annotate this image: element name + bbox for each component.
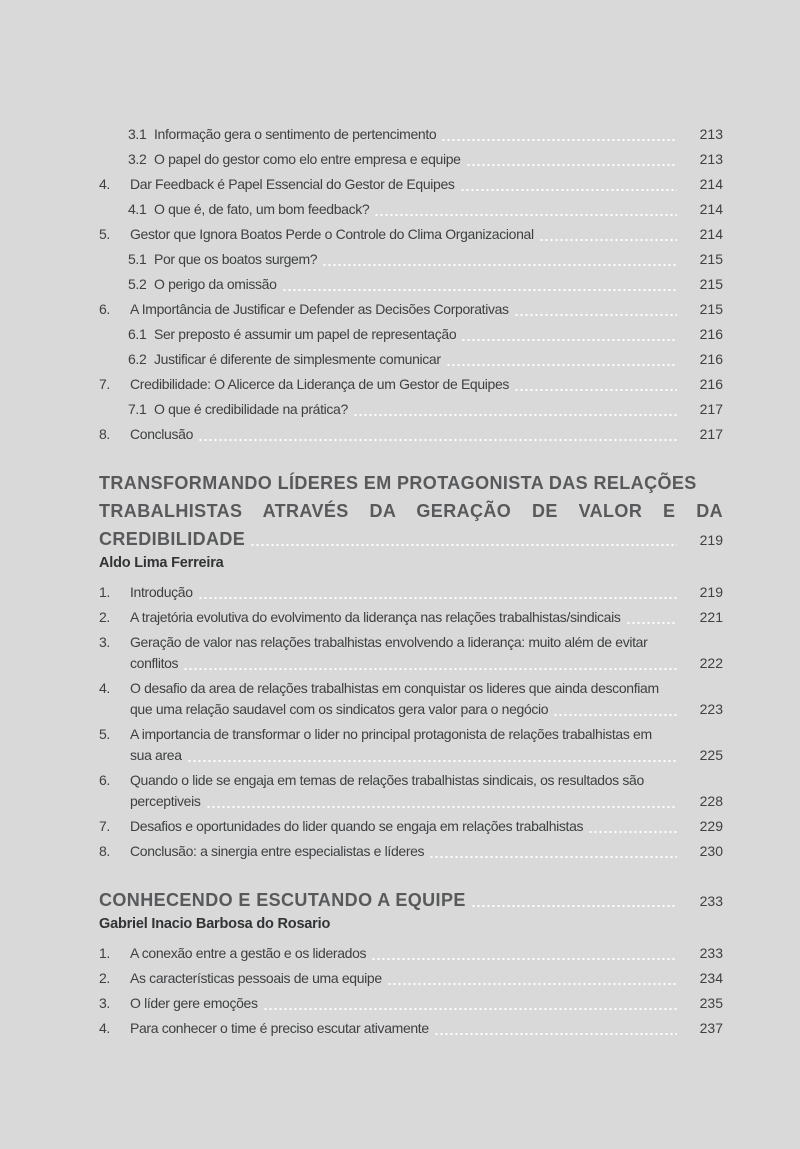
- toc-entry: [99, 399, 723, 420]
- item-title-leader-line: [130, 745, 723, 766]
- item-number: 4.: [99, 680, 110, 696]
- item-number: 3.: [99, 634, 110, 650]
- toc-entry: [99, 299, 723, 320]
- item-body: [154, 274, 723, 295]
- dot-leader: [206, 806, 677, 808]
- item-body: [130, 374, 723, 395]
- page-number: 215: [699, 301, 723, 317]
- dot-leader: [626, 622, 677, 624]
- item-body: [130, 968, 723, 989]
- dot-leader: [461, 339, 677, 341]
- page-number: 213: [699, 126, 723, 142]
- chapter-title-line: TRABALHISTAS ATRAVÉS DA GERAÇÃO DE VALOR E DA: [99, 501, 723, 521]
- item-title-leader-line: [130, 174, 723, 195]
- item-title-leader-line: [154, 349, 723, 370]
- item-body: [130, 816, 723, 837]
- item-title-leader-line: [130, 582, 723, 603]
- item-title: Justificar é diferente de simplesmente comunicar: [154, 351, 441, 367]
- item-number: 1.: [99, 945, 110, 961]
- chapter-title-last-line: [99, 525, 723, 553]
- item-number: 5.1: [128, 251, 147, 267]
- item-title: As características pessoais de uma equipe: [130, 970, 382, 986]
- page-number: 225: [699, 747, 723, 763]
- toc-entry: [99, 249, 723, 270]
- page-number: 223: [699, 701, 723, 717]
- item-title-leader-line: [130, 816, 723, 837]
- chapter-author: Aldo Lima Ferreira: [99, 555, 224, 571]
- page-number: 215: [699, 251, 723, 267]
- toc-entry: [99, 943, 723, 964]
- item-title: Ser preposto é assumir um papel de representação: [154, 326, 457, 342]
- item-number: 3.1: [128, 126, 147, 142]
- dot-leader: [322, 264, 677, 266]
- item-title: Credibilidade: O Alicerce da Liderança de um Gestor de Equipes: [130, 376, 510, 392]
- toc-entry: [99, 124, 723, 145]
- page-number: 215: [699, 276, 723, 292]
- item-body: [154, 249, 723, 270]
- page-number: 222: [699, 655, 723, 671]
- item-title-line2: sua area: [130, 747, 182, 763]
- page-number: 216: [699, 326, 723, 342]
- item-title-line1: O desafio da area de relações trabalhistas em conquistar os lideres que ainda desconfiam: [130, 680, 659, 696]
- item-number: 1.: [99, 584, 110, 600]
- toc-entry: [99, 816, 723, 837]
- item-number: 6.: [99, 301, 110, 317]
- page-number: 214: [699, 226, 723, 242]
- item-body: [130, 770, 723, 812]
- dot-leader: [282, 289, 677, 291]
- toc-entry: [99, 582, 723, 603]
- item-title: A conexão entre a gestão e os liderados: [130, 945, 367, 961]
- item-number: 5.: [99, 726, 110, 742]
- item-title: Desafios e oportunidades do lider quando se engaja em relações trabalhistas: [130, 818, 584, 834]
- item-title: Para conhecer o time é preciso escutar ativamente: [130, 1020, 429, 1036]
- item-title: O que é, de fato, um bom feedback?: [154, 201, 370, 217]
- dot-leader: [434, 1033, 677, 1035]
- dot-leader: [588, 831, 677, 833]
- toc-entry: [99, 149, 723, 170]
- item-body: [130, 632, 723, 674]
- dot-leader: [514, 389, 677, 391]
- dot-leader: [441, 139, 677, 141]
- item-title: Introdução: [130, 584, 193, 600]
- dot-leader: [187, 760, 677, 762]
- item-body: [154, 349, 723, 370]
- item-number: 5.: [99, 226, 110, 242]
- item-title-leader-line: [154, 149, 723, 170]
- item-body: [130, 424, 723, 445]
- dot-leader: [198, 597, 677, 599]
- item-body: [154, 324, 723, 345]
- item-title-leader-line: [154, 324, 723, 345]
- toc-entry: [99, 632, 723, 674]
- item-title: Por que os boatos surgem?: [154, 251, 318, 267]
- page-number: 217: [699, 426, 723, 442]
- toc-entry: [99, 374, 723, 395]
- item-title-leader-line: [130, 424, 723, 445]
- item-body: [154, 199, 723, 220]
- dot-leader: [514, 314, 677, 316]
- item-number: 7.: [99, 376, 110, 392]
- item-title-line1: A importancia de transformar o lider no principal protagonista de relações trabalhistas em: [130, 726, 652, 742]
- chapter-page-number: 233: [699, 893, 723, 909]
- item-title-line1: Geração de valor nas relações trabalhistas envolvendo a liderança: muito além de evitar: [130, 634, 648, 650]
- page-number: 229: [699, 818, 723, 834]
- item-title-leader-line: [154, 274, 723, 295]
- item-title-leader-line: [130, 653, 723, 674]
- item-title: O papel do gestor como elo entre empresa e equipe: [154, 151, 461, 167]
- toc-entry: [99, 424, 723, 445]
- page-number: 237: [699, 1020, 723, 1036]
- dot-leader: [263, 1008, 677, 1010]
- chapter-title-text: CONHECENDO E ESCUTANDO A EQUIPE: [99, 890, 466, 910]
- item-body: [130, 678, 723, 720]
- toc-entry: [99, 324, 723, 345]
- toc-entry: [99, 349, 723, 370]
- item-number: 6.: [99, 772, 110, 788]
- toc-entry: [99, 770, 723, 812]
- chapter-heading-block: [99, 469, 723, 572]
- item-title-leader-line: [130, 607, 723, 628]
- page-number: 233: [699, 945, 723, 961]
- item-body: [130, 174, 723, 195]
- page-number: 214: [699, 201, 723, 217]
- item-body: [130, 724, 723, 766]
- toc-entry: [99, 607, 723, 628]
- page-number: 216: [699, 376, 723, 392]
- item-body: [130, 943, 723, 964]
- page-number: 221: [699, 609, 723, 625]
- page-number: 216: [699, 351, 723, 367]
- item-number: 2.: [99, 970, 110, 986]
- item-title-leader-line: [154, 399, 723, 420]
- dot-leader: [374, 214, 677, 216]
- chapter-title-text: CREDIBILIDADE: [99, 529, 246, 549]
- item-number: 5.2: [128, 276, 147, 292]
- item-title-leader-line: [154, 249, 723, 270]
- page-number: 228: [699, 793, 723, 809]
- dot-leader: [471, 905, 677, 907]
- page-number: 235: [699, 995, 723, 1011]
- page-number: 214: [699, 176, 723, 192]
- toc-entry: [99, 199, 723, 220]
- item-number: 3.: [99, 995, 110, 1011]
- chapter-page-number: 219: [699, 532, 723, 548]
- item-body: [154, 399, 723, 420]
- dot-leader: [539, 239, 677, 241]
- dot-leader: [250, 544, 677, 546]
- item-title: Conclusão: a sinergia entre especialistas e líderes: [130, 843, 425, 859]
- item-title-line2: conflitos: [130, 655, 179, 671]
- page-number: 219: [699, 584, 723, 600]
- item-number: 8.: [99, 843, 110, 859]
- chapter-heading-block: [99, 886, 723, 933]
- item-title: O perigo da omissão: [154, 276, 277, 292]
- item-title-leader-line: [154, 124, 723, 145]
- chapter-author: Gabriel Inacio Barbosa do Rosario: [99, 916, 331, 932]
- page-number: 230: [699, 843, 723, 859]
- toc-entry: [99, 224, 723, 245]
- dot-leader: [387, 983, 677, 985]
- toc-entry: [99, 993, 723, 1014]
- chapter-title-last-line: [99, 886, 723, 914]
- item-title-leader-line: [130, 299, 723, 320]
- dot-leader: [353, 414, 677, 416]
- page-number: 234: [699, 970, 723, 986]
- item-body: [130, 607, 723, 628]
- item-body: [130, 224, 723, 245]
- item-number: 3.2: [128, 151, 147, 167]
- page-number: 217: [699, 401, 723, 417]
- item-body: [130, 841, 723, 862]
- item-title: Informação gera o sentimento de pertencimento: [154, 126, 437, 142]
- item-body: [130, 582, 723, 603]
- toc-entry: [99, 841, 723, 862]
- item-title: O que é credibilidade na prática?: [154, 401, 348, 417]
- dot-leader: [371, 958, 677, 960]
- toc-entry: [99, 1018, 723, 1039]
- item-number: 7.1: [128, 401, 147, 417]
- item-number: 6.1: [128, 326, 147, 342]
- item-body: [130, 993, 723, 1014]
- item-number: 6.2: [128, 351, 147, 367]
- item-number: 4.: [99, 176, 110, 192]
- item-number: 8.: [99, 426, 110, 442]
- item-number: 4.: [99, 1020, 110, 1036]
- item-title-leader-line: [130, 841, 723, 862]
- chapter-title-line: TRANSFORMANDO LÍDERES EM PROTAGONISTA DAS RELAÇÕES: [99, 473, 697, 493]
- item-body: [154, 124, 723, 145]
- dot-leader: [429, 856, 677, 858]
- item-body: [130, 299, 723, 320]
- item-title-leader-line: [130, 374, 723, 395]
- toc-entry: [99, 724, 723, 766]
- item-title-line1: Quando o lide se engaja em temas de relações trabalhistas sindicais, os resultados são: [130, 772, 644, 788]
- item-title: A trajetória evolutiva do evolvimento da liderança nas relações trabalhistas/sindicais: [130, 609, 621, 625]
- item-title-line2: que uma relação saudavel com os sindicatos gera valor para o negócio: [130, 701, 549, 717]
- dot-leader: [198, 439, 677, 441]
- item-title-leader-line: [130, 224, 723, 245]
- dot-leader: [460, 189, 677, 191]
- item-body: [154, 149, 723, 170]
- item-title-leader-line: [130, 968, 723, 989]
- item-title-line2: perceptiveis: [130, 793, 201, 809]
- toc-entry: [99, 274, 723, 295]
- page-number: 213: [699, 151, 723, 167]
- item-title-leader-line: [130, 1018, 723, 1039]
- dot-leader: [446, 364, 677, 366]
- item-title: A Importância de Justificar e Defender as Decisões Corporativas: [130, 301, 509, 317]
- toc-entry: [99, 174, 723, 195]
- item-title-leader-line: [130, 699, 723, 720]
- item-number: 4.1: [128, 201, 147, 217]
- item-title: Dar Feedback é Papel Essencial do Gestor de Equipes: [130, 176, 455, 192]
- item-title: Gestor que Ignora Boatos Perde o Controle do Clima Organizacional: [130, 226, 534, 242]
- toc-entry: [99, 678, 723, 720]
- item-title: O líder gere emoções: [130, 995, 258, 1011]
- item-title: Conclusão: [130, 426, 194, 442]
- item-title-leader-line: [130, 993, 723, 1014]
- dot-leader: [553, 714, 677, 716]
- item-title-leader-line: [130, 791, 723, 812]
- item-title-leader-line: [130, 943, 723, 964]
- item-body: [130, 1018, 723, 1039]
- item-number: 7.: [99, 818, 110, 834]
- dot-leader: [183, 668, 677, 670]
- dot-leader: [466, 164, 677, 166]
- item-number: 2.: [99, 609, 110, 625]
- item-title-leader-line: [154, 199, 723, 220]
- toc-entry: [99, 968, 723, 989]
